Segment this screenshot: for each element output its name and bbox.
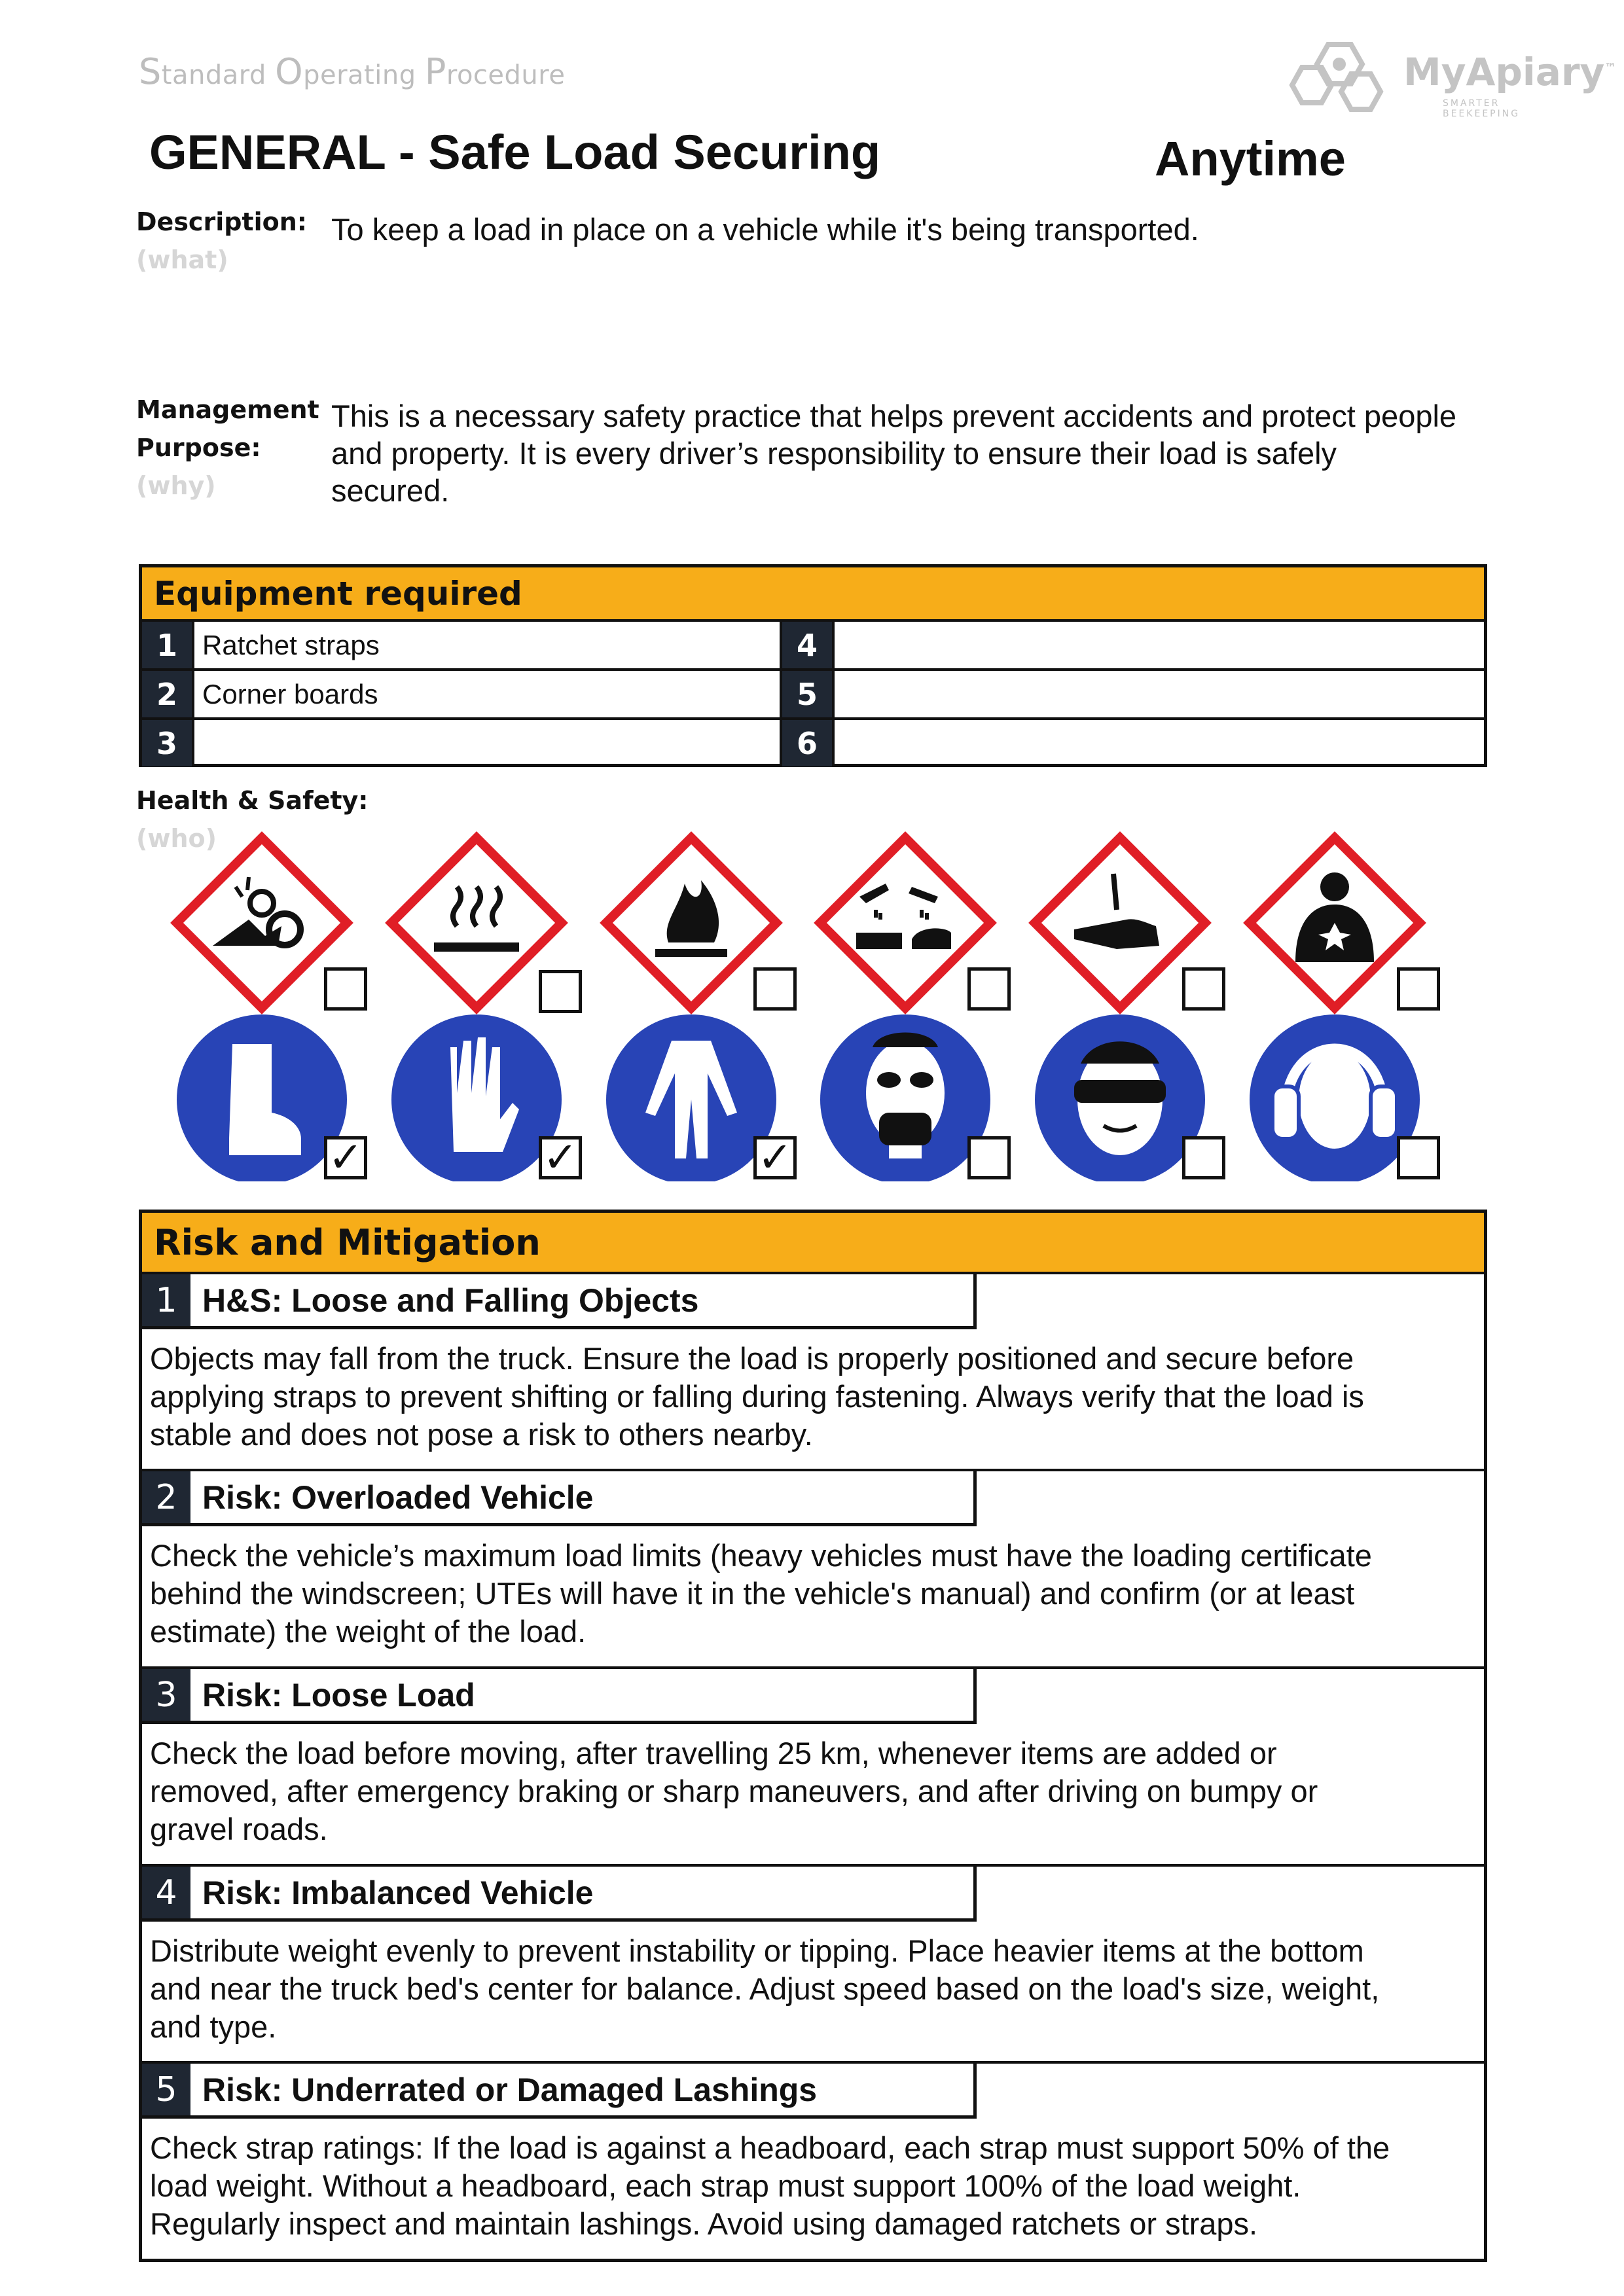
risk-number: 1 bbox=[142, 1274, 190, 1326]
risk-mitigation-text bbox=[150, 2129, 1471, 2243]
equipment-row: 1 Ratchet straps 4 bbox=[142, 619, 1484, 668]
equipment-table bbox=[139, 564, 1487, 767]
hazard-checkbox[interactable] bbox=[1397, 967, 1440, 1011]
ppe-symbols bbox=[0, 998, 1624, 1181]
risk-number: 4 bbox=[142, 1867, 190, 1918]
risk-text-line: Check the load before moving, after travelling 25 km, whenever items are added or bbox=[150, 1736, 1277, 1770]
page-title: GENERAL - Safe Load Securing bbox=[149, 125, 881, 179]
risk-row bbox=[142, 1864, 1484, 2061]
risk-table bbox=[139, 1210, 1487, 2262]
risk-heading: Risk and Mitigation bbox=[142, 1213, 1484, 1272]
hazard-symbols bbox=[0, 831, 1624, 1021]
risk-text-line: gravel roads. bbox=[150, 1812, 328, 1846]
risk-row bbox=[142, 1469, 1484, 1666]
risk-text-line: removed, after emergency braking or sharp maneuvers, and after driving on bumpy or bbox=[150, 1774, 1318, 1808]
risk-title: H&S: Loose and Falling Objects bbox=[202, 1282, 699, 1319]
risk-text-line: Check the vehicle’s maximum load limits (heavy vehicles must have the loading certificate bbox=[150, 1538, 1372, 1573]
risk-number: 3 bbox=[142, 1669, 190, 1721]
hazard-checkbox[interactable] bbox=[1182, 967, 1225, 1011]
ppe-checkbox[interactable] bbox=[1182, 1136, 1225, 1179]
flammable-hazard-icon bbox=[606, 838, 776, 1008]
risk-text-line: stable and does not pose a risk to others nearby. bbox=[150, 1417, 813, 1452]
risk-row bbox=[142, 2061, 1484, 2262]
risk-number: 5 bbox=[142, 2064, 190, 2115]
risk-text-line: and near the truck bed's center for balance. Adjust speed based on the load's size, weight, bbox=[150, 1971, 1380, 2006]
purpose-text: This is a necessary safety practice that helps prevent accidents and protect people and property. It is every driver’s responsibility to ensure their load is safely secured. bbox=[331, 399, 1457, 508]
hazard-checkbox[interactable] bbox=[753, 967, 797, 1011]
doc-type: Standard Operating Procedure bbox=[139, 51, 566, 92]
equipment-row: 3 6 bbox=[142, 717, 1484, 766]
risk-title: Risk: Imbalanced Vehicle bbox=[202, 1874, 594, 1911]
ppe-checkbox[interactable]: ✓ bbox=[324, 1136, 367, 1179]
risk-header bbox=[142, 2064, 977, 2119]
risk-text-line: Regularly inspect and maintain lashings. Avoid using damaged ratchets or straps. bbox=[150, 2206, 1258, 2241]
risk-row bbox=[142, 1272, 1484, 1469]
equipment-row: 2 Corner boards 5 bbox=[142, 668, 1484, 717]
risk-header bbox=[142, 1274, 977, 1329]
hot-surface-hazard-icon bbox=[391, 838, 562, 1008]
description-label-block: Description: (what) bbox=[136, 207, 307, 274]
risk-text-line: load weight. Without a headboard, each strap must support 100% of the load weight. bbox=[150, 2168, 1301, 2203]
hazard-checkbox[interactable] bbox=[324, 967, 367, 1011]
corrosive-hazard-icon bbox=[820, 838, 990, 1008]
risk-number: 2 bbox=[142, 1471, 190, 1523]
risk-row bbox=[142, 1666, 1484, 1864]
risk-text-line: applying straps to prevent shifting or falling during fastening. Always verify that the load is bbox=[150, 1379, 1364, 1414]
ppe-checkbox[interactable] bbox=[967, 1136, 1011, 1179]
risk-header bbox=[142, 1471, 977, 1526]
risk-header bbox=[142, 1669, 977, 1724]
risk-text-line: and type. bbox=[150, 2009, 277, 2044]
ppe-checkbox[interactable] bbox=[1397, 1136, 1440, 1179]
myapiary-logo: MyApiary™ SMARTER BEEKEEPING bbox=[1289, 38, 1551, 117]
risk-text-line: estimate) the weight of the load. bbox=[150, 1614, 586, 1649]
equipment-item: Ratchet straps bbox=[202, 629, 380, 660]
risk-mitigation-text bbox=[150, 1734, 1471, 1848]
ppe-checkbox[interactable]: ✓ bbox=[753, 1136, 797, 1179]
risk-mitigation-text bbox=[150, 1932, 1471, 2046]
risk-text-line: behind the windscreen; UTEs will have it in the vehicle's manual) and confirm (or at least bbox=[150, 1576, 1355, 1611]
equipment-item: Corner boards bbox=[202, 678, 378, 709]
sharp-hazard-icon bbox=[1035, 838, 1205, 1008]
description-text: To keep a load in place on a vehicle while it's being transported. bbox=[331, 212, 1199, 247]
purpose-label-block: Management Purpose: (why) bbox=[136, 395, 319, 500]
hazard-checkbox[interactable] bbox=[539, 970, 582, 1013]
crush-hazard-icon bbox=[177, 838, 347, 1008]
ppe-checkbox[interactable]: ✓ bbox=[539, 1136, 582, 1179]
risk-text-line: Check strap ratings: If the load is against a headboard, each strap must support 50% of the bbox=[150, 2130, 1390, 2165]
risk-mitigation-text bbox=[150, 1537, 1471, 1651]
honeycomb-logo-icon bbox=[1289, 38, 1400, 117]
risk-mitigation-text bbox=[150, 1340, 1471, 1454]
health-hazard-icon bbox=[1250, 838, 1420, 1008]
risk-title: Risk: Loose Load bbox=[202, 1676, 475, 1713]
health-safety-label-block: Health & Safety: (who) bbox=[136, 786, 369, 853]
risk-title: Risk: Overloaded Vehicle bbox=[202, 1479, 594, 1516]
risk-title: Risk: Underrated or Damaged Lashings bbox=[202, 2071, 818, 2108]
equipment-heading: Equipment required bbox=[142, 567, 1484, 619]
risk-header bbox=[142, 1867, 977, 1922]
risk-text-line: Objects may fall from the truck. Ensure the load is properly positioned and secure before bbox=[150, 1341, 1354, 1376]
risk-text-line: Distribute weight evenly to prevent instability or tipping. Place heavier items at the bottom bbox=[150, 1933, 1364, 1968]
frequency: Anytime bbox=[1155, 132, 1346, 186]
hazard-checkbox[interactable] bbox=[967, 967, 1011, 1011]
